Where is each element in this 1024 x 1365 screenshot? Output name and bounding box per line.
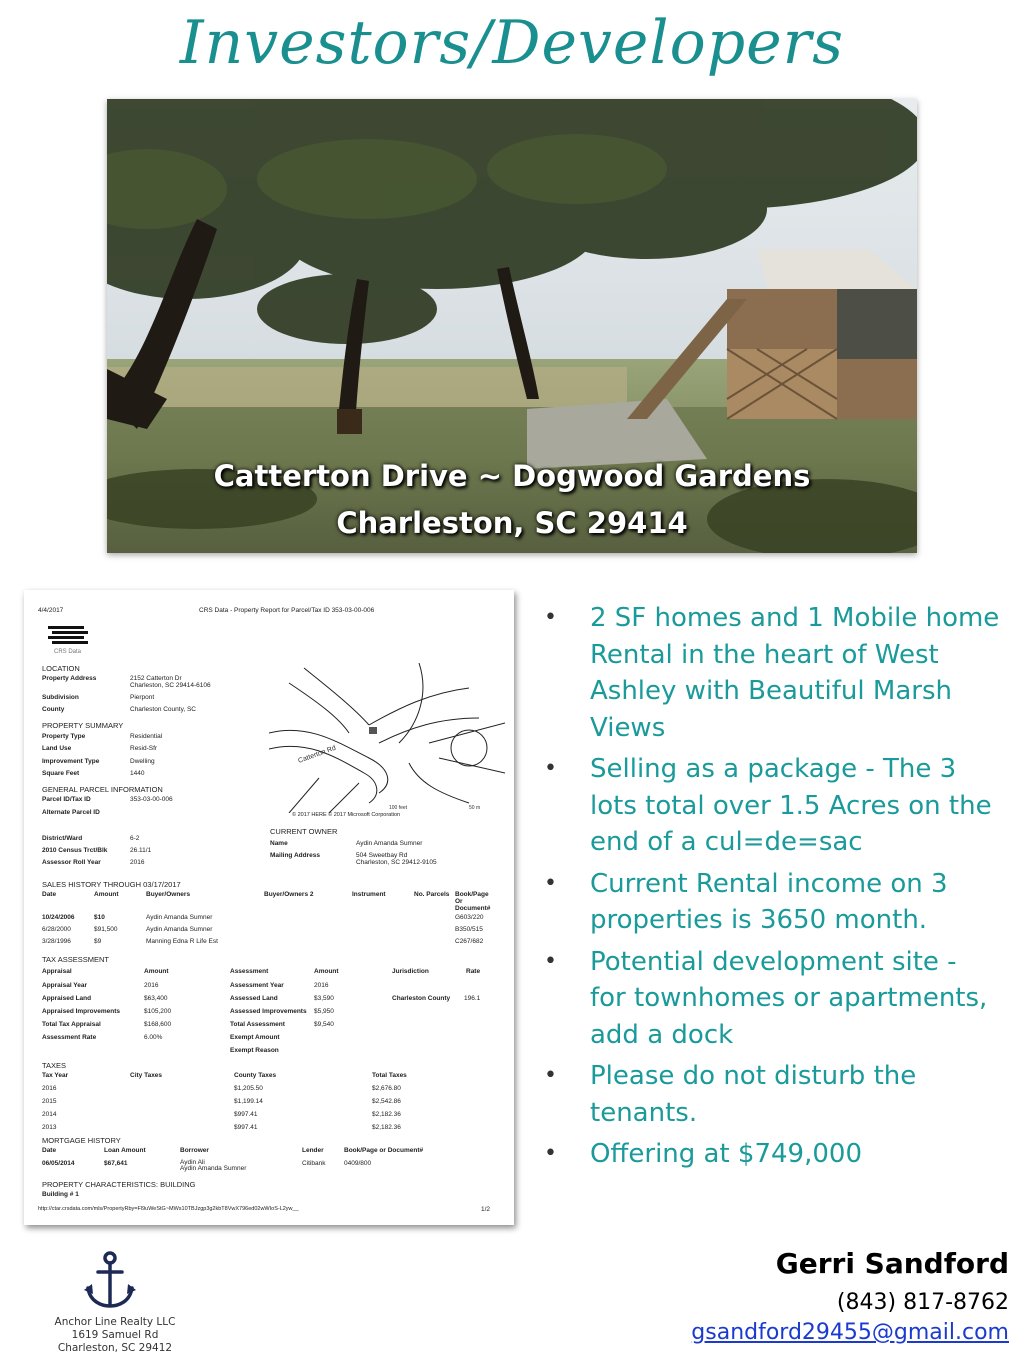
improvement-label: Improvement Type — [42, 758, 100, 765]
sales-row2-amount: $91,500 — [94, 926, 118, 933]
sales-row3-date: 3/28/1996 — [42, 938, 71, 945]
tax-r3-c3: Assessed Improvements — [230, 1008, 307, 1015]
report-date: 4/4/2017 — [38, 607, 64, 614]
sqft-label: Square Feet — [42, 770, 80, 777]
tax-r5-c3: Exempt Amount — [230, 1034, 280, 1041]
sales-col-buyer2: Buyer/Owners 2 — [264, 891, 314, 898]
tax-r3-c4: $5,950 — [314, 1008, 334, 1015]
owner-name-label: Name — [270, 840, 288, 847]
agent-name: Gerri Sandford — [775, 1247, 1009, 1280]
taxes-r3-county: $997.41 — [234, 1111, 258, 1118]
use-value: Resid-Sfr — [130, 745, 158, 752]
crs-logo-text: CRS Data — [54, 649, 82, 655]
owner-mail-line1: 504 Sweetbay Rd — [356, 852, 408, 859]
taxes-r3-total: $2,182.36 — [372, 1111, 401, 1118]
mortgage-col-date: Date — [42, 1147, 57, 1154]
tax-r1-c2: 2016 — [144, 982, 159, 989]
sales-row1-date: 10/24/2006 — [42, 914, 75, 921]
mortgage-heading: MORTGAGE HISTORY — [42, 1136, 121, 1145]
subdivision-label: Subdivision — [42, 694, 79, 701]
house-marker-icon — [369, 727, 377, 734]
tax-r2-c5: Charleston County — [392, 995, 451, 1002]
crs-logo — [44, 620, 94, 652]
mortgage-borrower: Aydin Ali — [180, 1159, 205, 1166]
photo-caption-city: Charleston, SC 29414 — [336, 506, 688, 540]
owner-mail-label: Mailing Address — [270, 852, 320, 859]
feature-item: • Potential development site - for townhomes or apartments, add a dock — [540, 944, 1000, 1054]
owner-heading: CURRENT OWNER — [270, 827, 338, 836]
company-address1: 1619 Samuel Rd — [71, 1329, 159, 1341]
sales-row1-buyer: Aydin Amanda Sumner — [146, 914, 213, 921]
mortgage-loan: $67,641 — [104, 1160, 128, 1167]
owner-mail-line2: Charleston, SC 29412-9105 — [356, 859, 437, 866]
subdivision-value: Pierpont — [130, 694, 155, 701]
address-label: Property Address — [42, 675, 97, 682]
county-value: Charleston County, SC — [130, 706, 196, 713]
mortgage-col-book: Book/Page or Document# — [344, 1147, 424, 1154]
tax-col-jurisdiction: Jurisdiction — [392, 968, 429, 975]
owner-name: Aydin Amanda Sumner — [356, 840, 423, 847]
report-page-number: 1/2 — [481, 1206, 491, 1213]
tax-col-rate: Rate — [466, 968, 481, 975]
location-heading: LOCATION — [42, 664, 80, 673]
alt-parcel-label: Alternate Parcel ID — [42, 809, 100, 816]
anchor-logo — [80, 1250, 140, 1312]
sales-col-parcels: No. Parcels — [414, 891, 450, 898]
tax-r2-c4: $3,590 — [314, 995, 334, 1002]
company-info — [20, 1316, 210, 1355]
taxes-col-city: City Taxes — [130, 1072, 163, 1079]
tax-r3-c1: Appraised Improvements — [42, 1008, 121, 1015]
map-road-label: Catterton Rd — [297, 744, 337, 765]
building-label: Building # 1 — [42, 1191, 79, 1198]
parcel-id-value: 353-03-00-006 — [130, 796, 173, 803]
sales-col-date: Date — [42, 891, 57, 898]
mortgage-date: 06/05/2014 — [42, 1160, 75, 1167]
mortgage-col-loan: Loan Amount — [104, 1147, 146, 1154]
roll-label: Assessor Roll Year — [42, 859, 101, 866]
map-copyright: © 2017 HERE © 2017 Microsoft Corporation — [292, 812, 401, 818]
mortgage-lender: Citibank — [302, 1160, 326, 1167]
characteristics-heading: PROPERTY CHARACTERISTICS: BUILDING — [42, 1180, 196, 1189]
sales-row1-book: G603/220 — [455, 914, 484, 921]
parcel-map — [269, 663, 505, 813]
property-photo — [107, 99, 917, 553]
sales-col-amount: Amount — [94, 891, 119, 898]
feature-item: • 2 SF homes and 1 Mobile home Rental in the heart of West Ashley with Beautiful Marsh Views — [540, 600, 1000, 746]
tax-r1-c4: 2016 — [314, 982, 329, 989]
mortgage-col-borrower: Borrower — [180, 1147, 209, 1154]
address-line2: Charleston, SC 29414-6106 — [130, 682, 211, 689]
agent-phone[interactable]: (843) 817-8762 — [836, 1290, 1009, 1315]
page-title: Investors/Developers — [179, 8, 845, 78]
agent-email-link[interactable]: gsandford29455@gmail.com — [691, 1320, 1009, 1345]
parcel-heading: GENERAL PARCEL INFORMATION — [42, 785, 163, 794]
feature-item: • Selling as a package - The 3 lots total over 1.5 Acres on the end of a cul=de=sac — [540, 751, 1000, 861]
taxes-r4-year: 2013 — [42, 1124, 57, 1131]
tax-r4-c4: $9,540 — [314, 1021, 334, 1028]
tax-r5-c2: 6.00% — [144, 1034, 163, 1041]
sales-col-book: Book/Page Or Document# — [455, 891, 491, 912]
taxes-r2-total: $2,542.86 — [372, 1098, 401, 1105]
taxes-r4-total: $2,182.36 — [372, 1124, 401, 1131]
sales-row1-amount: $10 — [94, 914, 105, 921]
property-report — [24, 590, 514, 1225]
county-label: County — [42, 706, 65, 713]
tax-col-appraisal: Appraisal — [42, 968, 72, 975]
anchor-icon — [80, 1250, 140, 1312]
sales-row3-amount: $9 — [94, 938, 102, 945]
taxes-col-total: Total Taxes — [372, 1072, 407, 1079]
tax-r2-c1: Appraised Land — [42, 995, 92, 1002]
sales-row2-buyer: Aydin Amanda Sumner — [146, 926, 213, 933]
tax-r4-c1: Total Tax Appraisal — [42, 1021, 101, 1028]
map-scale-meters: 50 m — [469, 805, 481, 811]
sales-row3-book: C267/682 — [455, 938, 484, 945]
sqft-value: 1440 — [130, 770, 145, 777]
census-label: 2010 Census Trct/Blk — [42, 847, 108, 854]
company-address2: Charleston, SC 29412 — [57, 1342, 173, 1354]
address-line1: 2152 Catterton Dr — [130, 675, 182, 682]
tax-r3-c2: $105,200 — [144, 1008, 172, 1015]
mortgage-book: 0409/800 — [344, 1160, 372, 1167]
tax-r5-c1: Assessment Rate — [42, 1034, 97, 1041]
feature-list — [540, 600, 1000, 1178]
taxes-col-county: County Taxes — [234, 1072, 277, 1079]
parcel-id-label: Parcel ID/Tax ID — [42, 796, 91, 803]
mortgage-col-lender: Lender — [302, 1147, 324, 1154]
taxes-r4-county: $997.41 — [234, 1124, 258, 1131]
taxes-r1-total: $2,676.80 — [372, 1085, 401, 1092]
tax-r4-c3: Total Assessment — [230, 1021, 285, 1028]
sales-row2-book: B350/515 — [455, 926, 483, 933]
type-value: Residential — [130, 733, 163, 740]
tax-r2-c3: Assessed Land — [230, 995, 278, 1002]
tax-r4-c2: $168,600 — [144, 1021, 172, 1028]
sales-heading: SALES HISTORY THROUGH 03/17/2017 — [42, 880, 181, 889]
taxes-r2-year: 2015 — [42, 1098, 57, 1105]
sales-row3-buyer: Manning Edna R Life Est — [146, 938, 218, 945]
type-label: Property Type — [42, 733, 86, 740]
tax-col-amount2: Amount — [314, 968, 339, 975]
sales-row2-date: 6/28/2000 — [42, 926, 71, 933]
tax-col-assessment: Assessment — [230, 968, 269, 975]
map-scale-feet: 100 feet — [389, 805, 408, 811]
map-drawing — [269, 663, 505, 813]
summary-heading: PROPERTY SUMMARY — [42, 721, 124, 730]
taxes-r2-county: $1,199.14 — [234, 1098, 263, 1105]
tax-col-amount: Amount — [144, 968, 169, 975]
ward-value: 6-2 — [130, 835, 140, 842]
roll-value: 2016 — [130, 859, 145, 866]
feature-item: • Offering at $749,000 — [540, 1136, 1000, 1173]
report-footer-url: http://ctar.crsdata.com/mls/PropertyRby=Fl9uWeStG~MWs10TBJzgp3g2kbT8VwX796ed02wWIoS-L2yw__ — [38, 1206, 299, 1212]
sales-col-instrument: Instrument — [352, 891, 386, 898]
tax-r2-c2: $63,400 — [144, 995, 168, 1002]
taxes-r1-year: 2016 — [42, 1085, 57, 1092]
sales-col-buyer: Buyer/Owners — [146, 891, 191, 898]
feature-item: • Current Rental income on 3 properties is 3650 month. — [540, 866, 1000, 939]
flag-icon — [44, 620, 94, 650]
taxes-col-year: Tax Year — [42, 1072, 69, 1079]
taxes-heading: TAXES — [42, 1061, 67, 1070]
census-value: 26.11/1 — [130, 847, 152, 854]
tax-r6-c3: Exempt Reason — [230, 1047, 279, 1054]
photo-caption-street: Catterton Drive ~ Dogwood Gardens — [213, 459, 811, 493]
feature-item: • Please do not disturb the tenants. — [540, 1058, 1000, 1131]
company-name: Anchor Line Realty LLC — [54, 1316, 176, 1328]
taxes-r1-county: $1,205.50 — [234, 1085, 263, 1092]
use-label: Land Use — [42, 745, 72, 752]
tax-heading: TAX ASSESSMENT — [42, 955, 109, 964]
taxes-r3-year: 2014 — [42, 1111, 57, 1118]
ward-label: District/Ward — [42, 835, 83, 842]
tax-r1-c1: Appraisal Year — [42, 982, 88, 989]
tax-r1-c3: Assessment Year — [230, 982, 284, 989]
tax-r2-c6: 196.1 — [464, 995, 481, 1002]
report-header-title: CRS Data - Property Report for Parcel/Tax ID 353-03-00-006 — [199, 607, 375, 614]
improvement-value: Dwelling — [130, 758, 155, 765]
mortgage-borrower2: Aydin Amanda Sumner — [180, 1165, 247, 1172]
